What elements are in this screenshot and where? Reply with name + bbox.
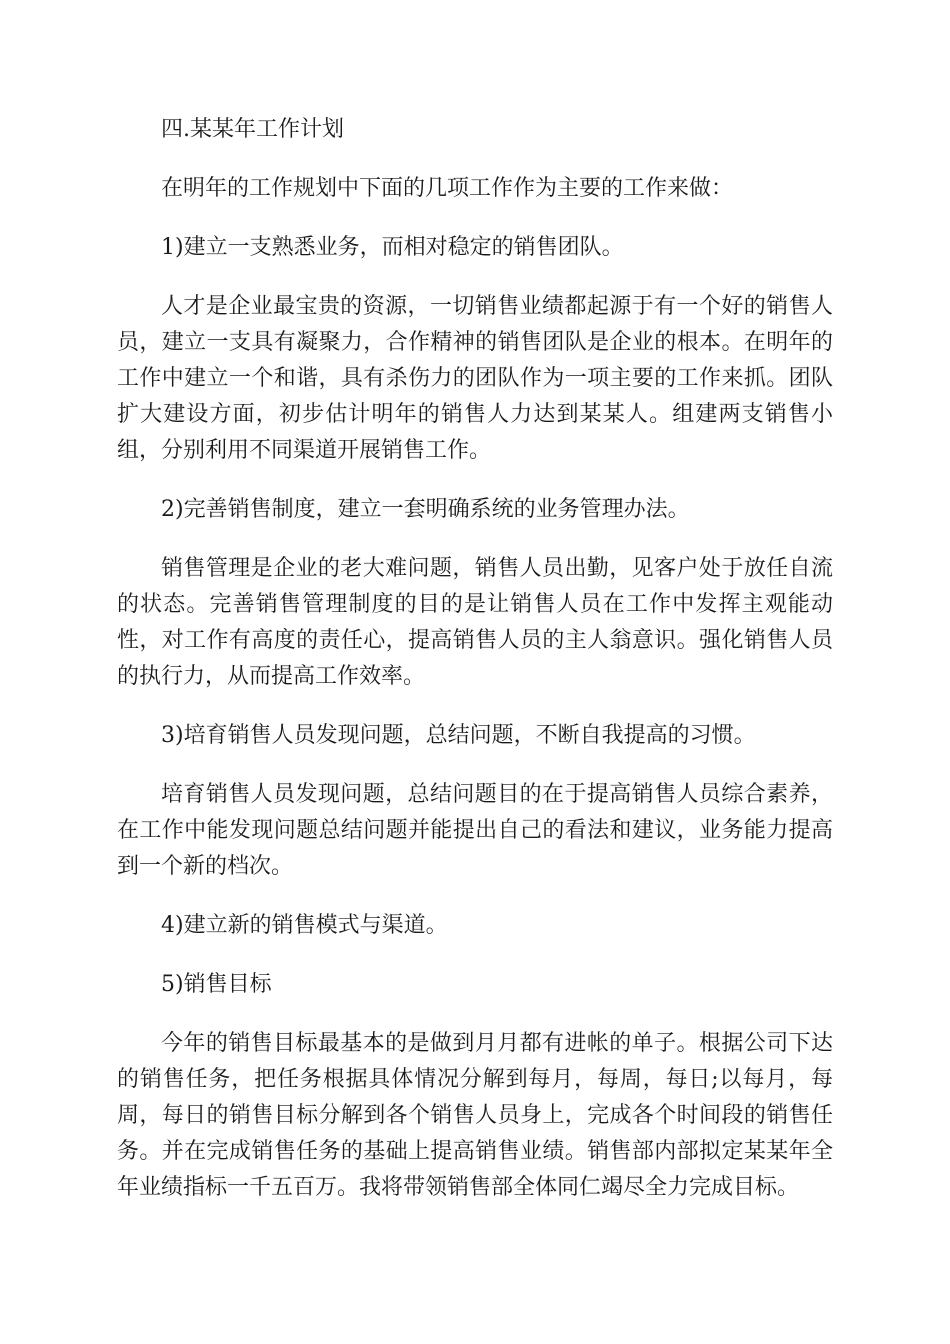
item-2-body: 销售管理是企业的老大难问题，销售人员出勤，见客户处于放任自流的状态。完善销售管理制度的目的是让销售人员在工作中发挥主观能动性，对工作有高度的责任心，提高销售人员的主人翁意识。强化销售人员的执行力，从而提高工作效率。: [117, 556, 833, 689]
item-2-heading: 2)完善销售制度，建立一套明确系统的业务管理办法。: [161, 497, 690, 522]
section-heading: 四.某某年工作计划: [161, 117, 344, 142]
item-1-body: 人才是企业最宝贵的资源，一切销售业绩都起源于有一个好的销售人员，建立一支具有凝聚力，合作精神的销售团队是企业的根本。在明年的工作中建立一个和谐，具有杀伤力的团队作为一项主要的工作来抓。团队扩大建设方面，初步估计明年的销售人力达到某某人。组建两支销售小组，分别利用不同渠道开展销售工作。: [117, 294, 833, 463]
item-1-heading: 1)建立一支熟悉业务，而相对稳定的销售团队。: [161, 235, 624, 260]
item-4-heading: 4)建立新的销售模式与渠道。: [161, 913, 448, 938]
item-3-heading: 3)培育销售人员发现问题，总结问题，不断自我提高的习惯。: [161, 723, 756, 748]
item-5-heading: 5)销售目标: [161, 972, 272, 997]
item-3-body: 培育销售人员发现问题，总结问题目的在于提高销售人员综合素养，在工作中能发现问题总结问题并能提出自己的看法和建议，业务能力提高到一个新的档次。: [117, 782, 833, 879]
document-page: [117, 112, 833, 1229]
intro-paragraph: 在明年的工作规划中下面的几项工作作为主要的工作来做：: [161, 176, 734, 201]
item-5-body: 今年的销售目标最基本的是做到月月都有进帐的单子。根据公司下达的销售任务，把任务根据具体情况分解到每月，每周，每日;以每月，每周，每日的销售目标分解到各个销售人员身上，完成各个时间段的销售任务。并在完成销售任务的基础上提高销售业绩。销售部内部拟定某某年全年业绩指标一千五百万。我将带领销售部全体同仁竭尽全力完成目标。: [117, 1031, 833, 1200]
